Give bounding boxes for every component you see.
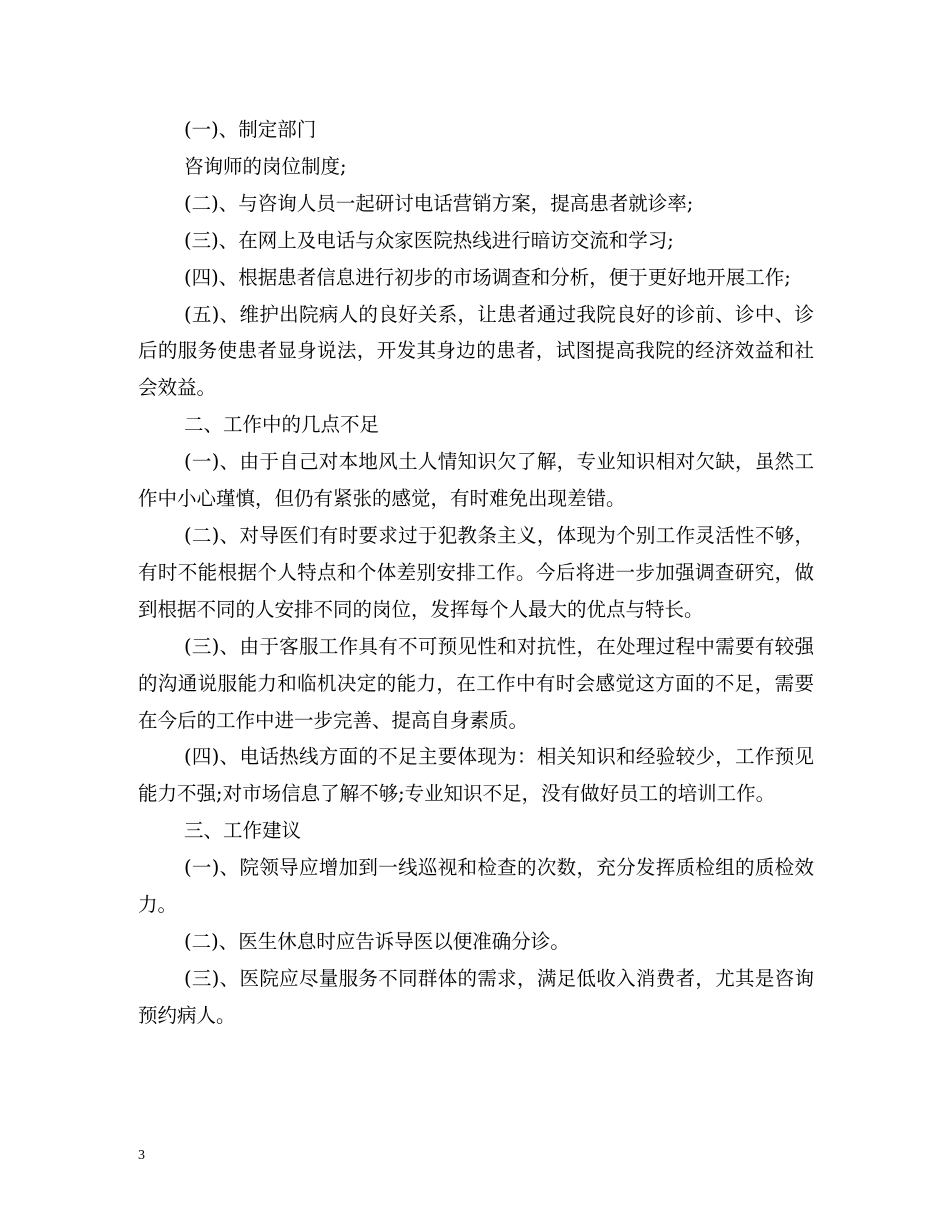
page-number: 3 bbox=[138, 1148, 145, 1163]
paragraph: (三)、在网上及电话与众家医院热线进行暗访交流和学习; bbox=[184, 228, 674, 252]
paragraph: (一)、制定部门 bbox=[184, 118, 317, 141]
paragraph: (四)、电话热线方面的不足主要体现为：相关知识和经验较少，工作预见能力不强;对市场信息了解不够;专业知识不足，没有做好员工的培训工作。 bbox=[138, 745, 814, 806]
paragraph: (五)、维护出院病人的良好关系，让患者通过我院良好的诊前、诊中、诊后的服务使患者显身说法，开发其身边的患者，试图提高我院的经济效益和社会效益。 bbox=[138, 302, 814, 400]
paragraph: 咨询师的岗位制度; bbox=[184, 154, 347, 178]
paragraph: (一)、院领导应增加到一线巡视和检查的次数，充分发挥质检组的质检效力。 bbox=[138, 856, 814, 917]
paragraph: (三)、医院应尽量服务不同群体的需求，满足低收入消费者，尤其是咨询预约病人。 bbox=[138, 966, 814, 1027]
paragraph: (二)、医生休息时应告诉导医以便准确分诊。 bbox=[184, 929, 570, 953]
paragraph: (一)、由于自己对本地风土人情知识欠了解，专业知识相对欠缺，虽然工作中小心瑾慎，但仍有紧张的感觉，有时难免出现差错。 bbox=[138, 450, 814, 511]
paragraph: (四)、根据患者信息进行初步的市场调查和分析，便于更好地开展工作; bbox=[184, 265, 791, 289]
section-heading: 三、工作建议 bbox=[184, 819, 302, 843]
paragraph: (二)、对导医们有时要求过于犯教条主义，体现为个别工作灵活性不够，有时不能根据个人特点和个体差别安排工作。今后将进一步加强调查研究，做到根据不同的人安排不同的岗位，发挥每个人最大的优点与特长。 bbox=[138, 523, 814, 621]
paragraph: (三)、由于客服工作具有不可预见性和对抗性，在处理过程中需要有较强的沟通说服能力和临机决定的能力，在工作中有时会感觉这方面的不足，需要在今后的工作中进一步完善、提高自身素质。 bbox=[138, 634, 814, 732]
document-body bbox=[138, 112, 814, 1035]
paragraph: (二)、与咨询人员一起研讨电话营销方案，提高患者就诊率; bbox=[184, 191, 694, 215]
section-heading: 二、工作中的几点不足 bbox=[184, 413, 380, 437]
